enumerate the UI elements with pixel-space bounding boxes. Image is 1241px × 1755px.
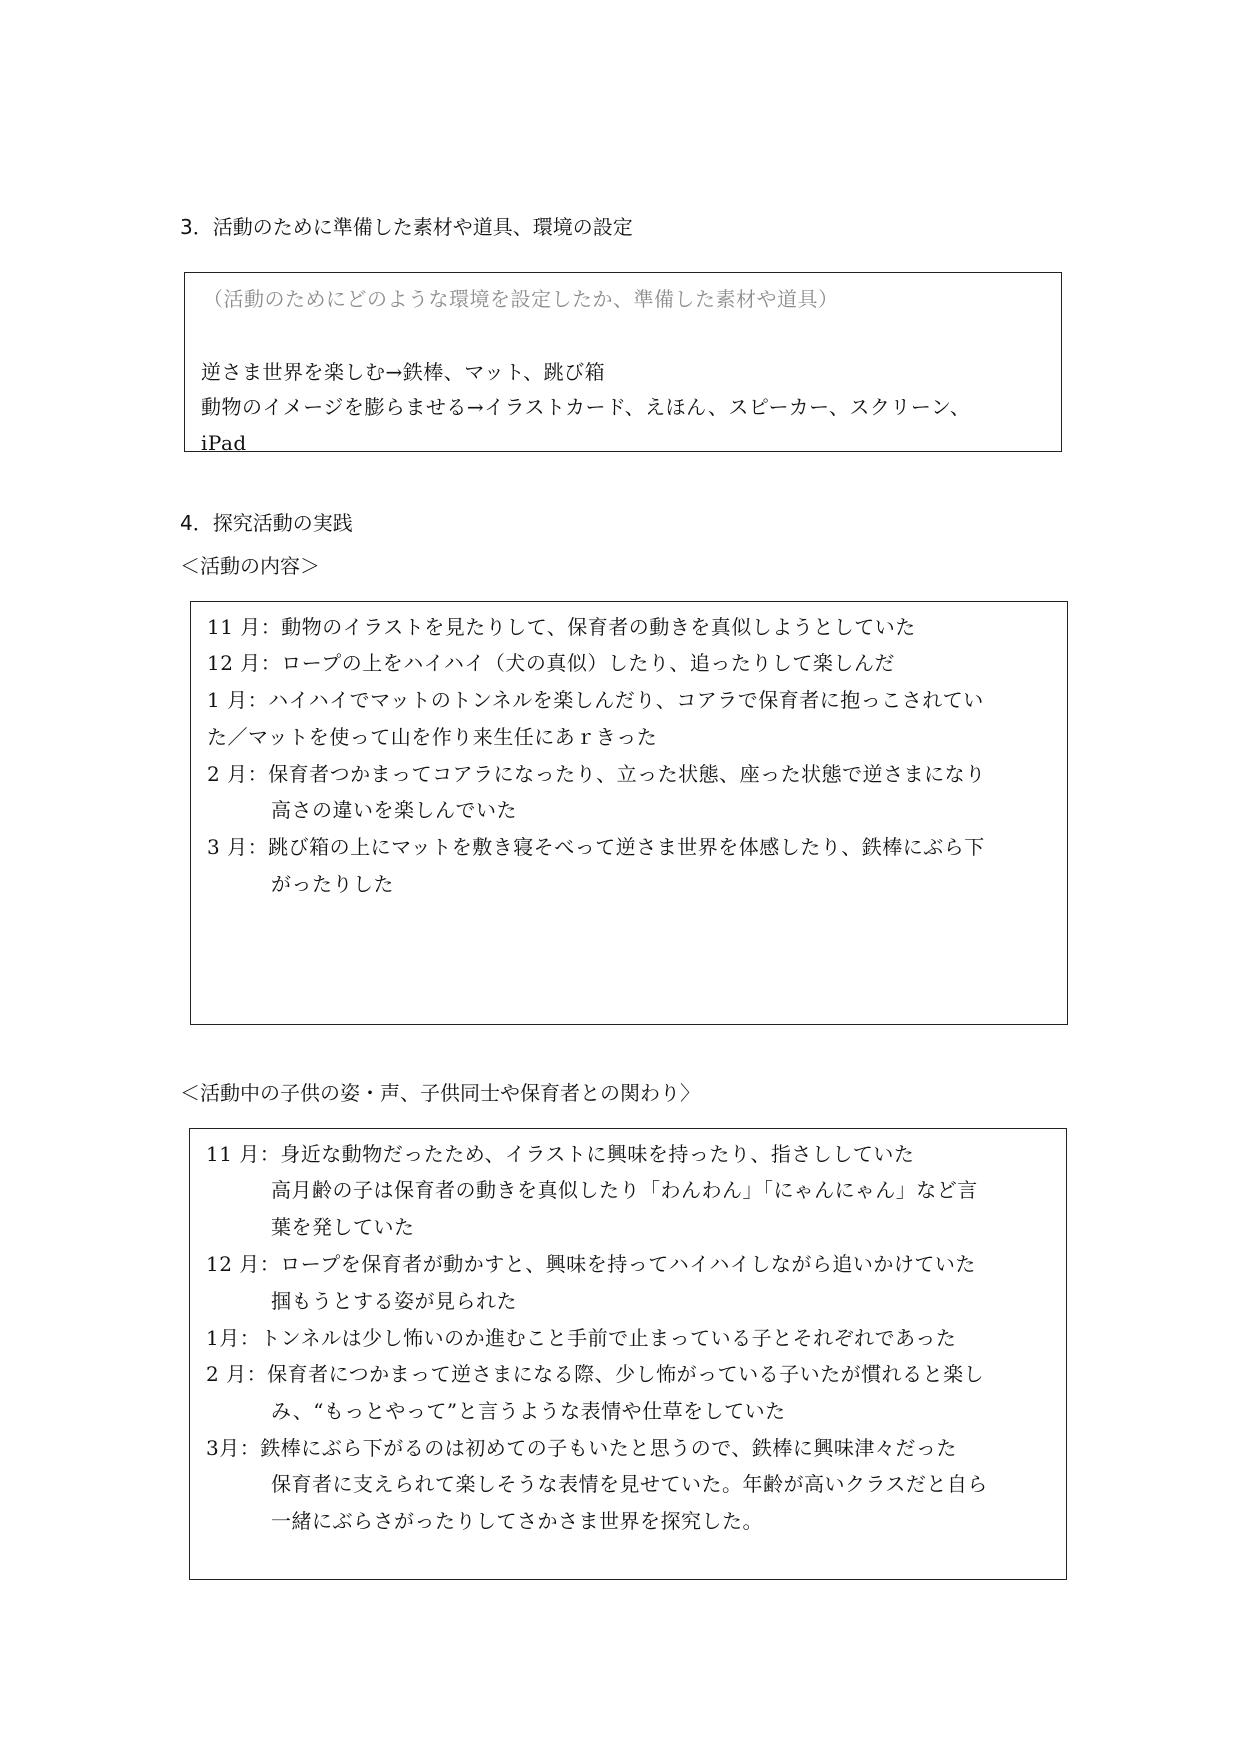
children-interaction-line: 1月：トンネルは少し怖いのか進むこと手前で止まっている子とそれぞれであった <box>206 1326 957 1350</box>
activity-content-line: 12 月：ロープの上をハイハイ（犬の真似）したり、追ったりして楽しんだ <box>207 651 895 675</box>
children-interaction-line: 一緒にぶらさがったりしてさかさま世界を探究した。 <box>271 1509 763 1533</box>
section3-line: 動物のイメージを膨らませる→イラストカード、えほん、スピーカー、スクリーン、 <box>201 395 971 419</box>
section3-heading: 3．活動のために準備した素材や道具、環境の設定 <box>180 215 633 239</box>
activity-content-line: 高さの違いを楽しんでいた <box>271 798 517 822</box>
children-interaction-line: 高月齢の子は保育者の動きを真似したり「わんわん」「にゃんにゃん」など言 <box>271 1178 978 1202</box>
children-interaction-line: 掴もうとする姿が見られた <box>271 1289 517 1313</box>
activity-content-line: がったりした <box>271 872 394 896</box>
children-interaction-line: 12 月：ロープを保育者が動かすと、興味を持ってハイハイしながら追いかけていた <box>206 1252 976 1276</box>
activity-content-line: 11 月：動物のイラストを見たりして、保育者の動きを真似しようとしていた <box>207 615 916 639</box>
children-interaction-line: 3月：鉄棒にぶら下がるのは初めての子もいたと思うので、鉄棒に興味津々だった <box>206 1436 957 1460</box>
section3-line: iPad <box>201 431 247 452</box>
children-interaction-line: 保育者に支えられて楽しそうな表情を見せていた。年齢が高いクラスだと自ら <box>271 1472 988 1496</box>
section3-box <box>184 272 1062 452</box>
section3-line: 逆さま世界を楽しむ→鉄棒、マット、跳び箱 <box>201 360 606 384</box>
activity-content-line: た／マットを使って山を作り来生任にあｒきった <box>207 725 658 749</box>
section3-hint: （活動のためにどのような環境を設定したか、準備した素材や道具） <box>203 287 839 311</box>
children-interaction-heading: ＜活動中の子供の姿・声、子供同士や保育者との関わり〉 <box>180 1081 700 1105</box>
children-interaction-line: 葉を発していた <box>271 1215 415 1239</box>
children-interaction-box <box>189 1128 1067 1580</box>
activity-content-box <box>190 601 1068 1025</box>
section4-heading: 4．探究活動の実践 <box>180 511 353 535</box>
children-interaction-line: 11 月：身近な動物だったため、イラストに興味を持ったり、指さししていた <box>206 1142 915 1166</box>
activity-content-line: 1 月：ハイハイでマットのトンネルを楽しんだり、コアラで保育者に抱っこされてい <box>207 688 984 712</box>
activity-content-line: 2 月：保育者つかまってコアラになったり、立った状態、座った状態で逆さまになり <box>207 762 986 786</box>
activity-content-line: 3 月：跳び箱の上にマットを敷き寝そべって逆さま世界を体感したり、鉄棒にぶら下 <box>207 835 985 859</box>
children-interaction-line: 2 月：保育者につかまって逆さまになる際、少し怖がっている子いたが慣れると楽し <box>206 1362 985 1386</box>
children-interaction-line: み、“もっとやって”と言うような表情や仕草をしていた <box>271 1399 786 1423</box>
activity-content-heading: ＜活動の内容＞ <box>180 554 320 578</box>
